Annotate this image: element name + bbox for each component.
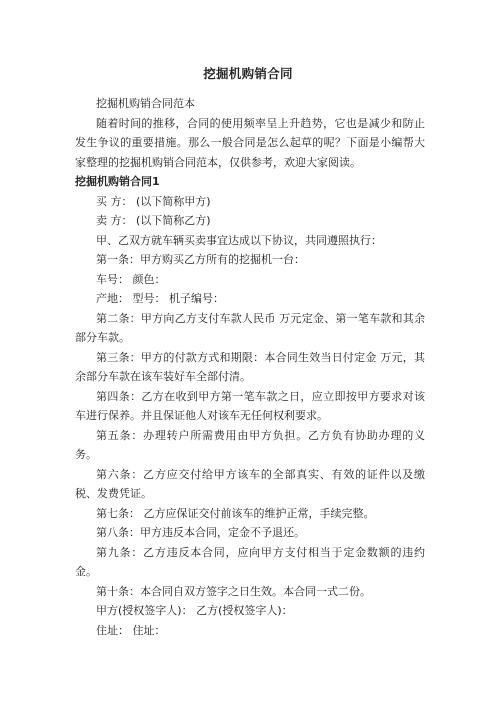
clause-article-1: 第一条：甲方购买乙方所有的挖掘机一台：	[96, 253, 305, 266]
clause-article-5: 第五条：办理转户所需费用由甲方负担。乙方负有协助办理的义务。	[75, 428, 425, 461]
document-body	[75, 94, 425, 640]
address-line: 住址： 住址：	[96, 623, 166, 637]
clause-article-3: 第三条：甲方的付款方式和期限：本合同生效当日付定金 万元，其余部分车款在该车装好车全部付清。	[75, 350, 425, 383]
clause-article-4: 第四条：乙方在收到甲方第一笔车款之日，应立即按甲方要求对该车进行保养。并且保证他人对该车无任何权利要求。	[75, 389, 425, 422]
clause-seller: 卖 方： (以下简称乙方)	[96, 214, 211, 227]
clause-buyer: 买 方： (以下简称甲方)	[96, 194, 211, 208]
clause-vehicle-number-color: 车号： 颜色：	[96, 272, 166, 286]
clause-article-9: 第九条：乙方违反本合同，应向甲方支付相当于定金数额的违约金。	[75, 545, 425, 578]
clause-article-6: 第六条：乙方应交付给甲方该车的全部真实、有效的证件以及缴税、发费凭证。	[75, 467, 425, 500]
clause-agreement: 甲、乙双方就车辆买卖事宜达成以下协议，共同遵照执行：	[96, 233, 382, 247]
clause-article-2: 第二条：甲方向乙方支付车款人民币 万元定金、第一笔车款和其余部分车款。	[75, 311, 425, 344]
signature-line: 甲方(授权签字人)： 乙方(授权签字人)：	[96, 604, 293, 617]
intro-paragraph: 随着时间的推移，合同的使用频率呈上升趋势，它也是减少和防止发生争议的重要措施。那么一般合同是怎么起草的呢？下面是小编帮大家整理的挖掘机购销合同范本，仅供参考，欢迎大家阅读。	[75, 116, 425, 169]
clause-origin-model-serial: 产地： 型号： 机子编号：	[96, 292, 224, 305]
clause-article-10: 第十条：本合同自双方签字之日生效。本合同一式二份。	[96, 584, 371, 598]
clause-article-7: 第七条： 乙方应保证交付前该车的维护正常，手续完整。	[96, 506, 375, 520]
intro-subtitle: 挖掘机购销合同范本	[96, 97, 195, 110]
document-title: 挖掘机购销合同	[203, 66, 293, 81]
clause-article-8: 第八条：甲方违反本合同，定金不予退还。	[96, 526, 305, 539]
section-heading: 挖掘机购销合同1	[75, 175, 160, 188]
